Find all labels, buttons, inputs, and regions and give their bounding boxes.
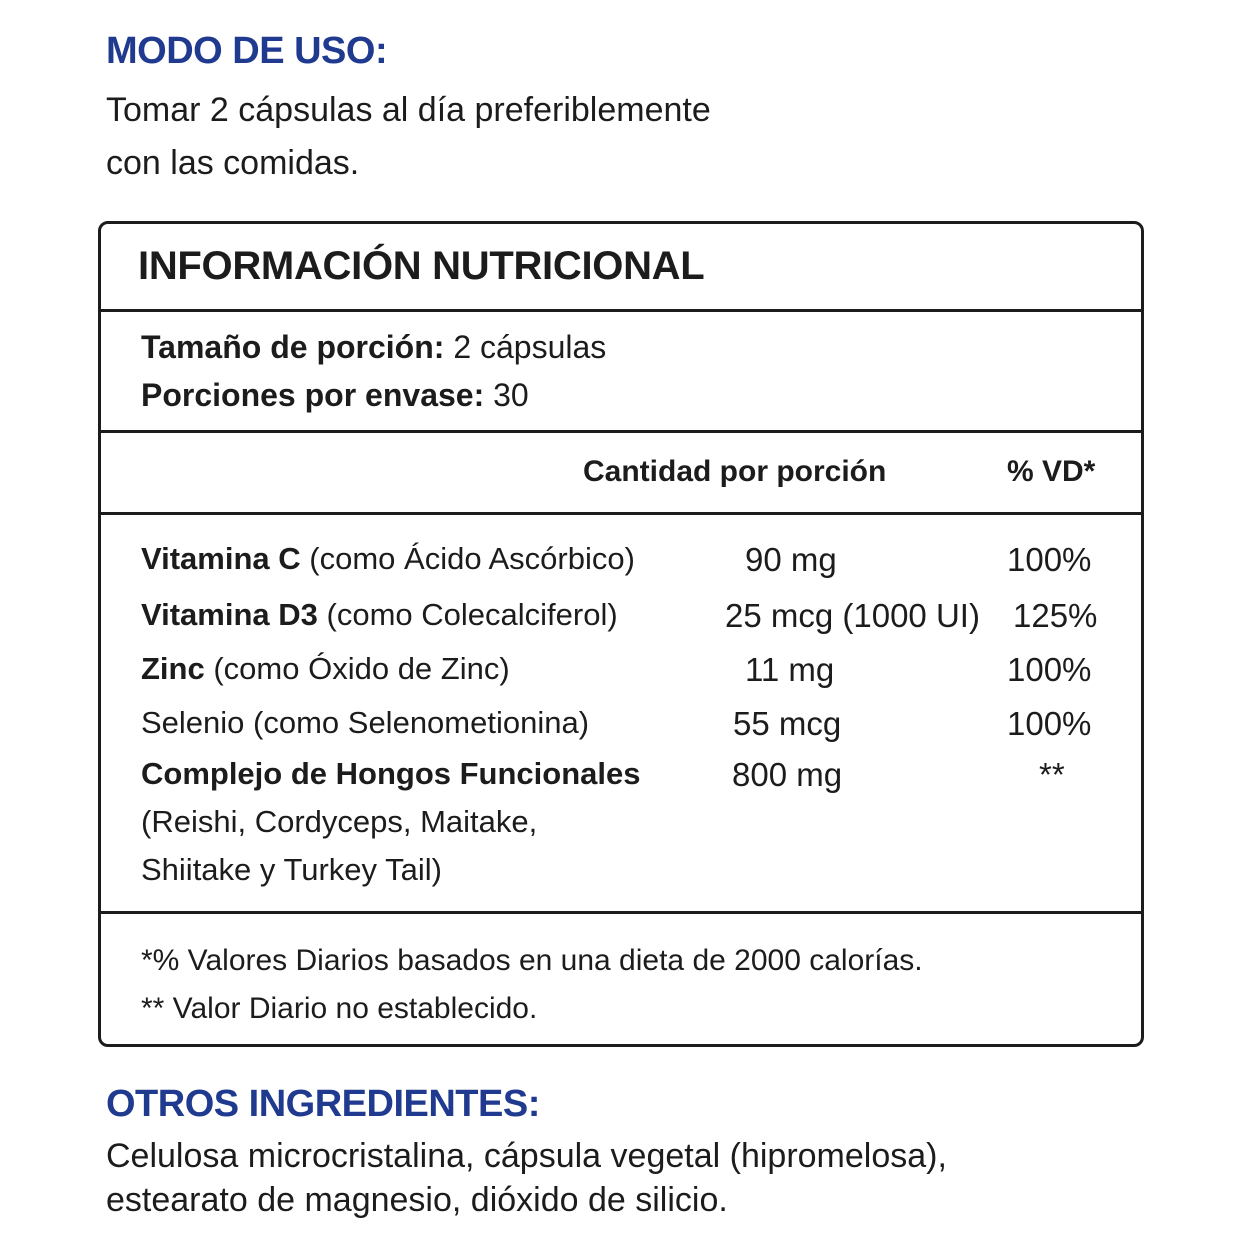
nutrient-detail: (como Colecalciferol) [326, 597, 618, 632]
serving-size-value: 2 cápsulas [453, 329, 607, 365]
column-header-dv: % VD* [1007, 455, 1096, 488]
usage-heading: MODO DE USO: [106, 30, 388, 72]
serving-size [141, 329, 606, 366]
footnote-dv: *% Valores Diarios basados en una dieta de 2000 calorías. [141, 944, 923, 977]
usage-text [106, 84, 711, 190]
nutrient-detail: (como Óxido de Zinc) [213, 651, 510, 686]
divider [101, 430, 1141, 433]
nutrient-detail: (como Ácido Ascórbico) [309, 541, 635, 576]
other-ingredients-heading: OTROS INGREDIENTES: [106, 1083, 540, 1125]
nutrient-dv: 100% [1007, 541, 1092, 578]
divider [101, 911, 1141, 914]
nutrient-subline: Shiitake y Turkey Tail) [141, 852, 442, 887]
nutrient-amount: 55 mcg [733, 705, 842, 742]
nutrient-name-bold: Complejo de Hongos Funcionales [141, 756, 641, 791]
nutrient-amount: 11 mg [745, 651, 835, 688]
servings-per-container [141, 377, 529, 414]
nutrient-subline: (Reishi, Cordyceps, Maitake, [141, 804, 538, 839]
nutrition-title: INFORMACIÓN NUTRICIONAL [138, 244, 705, 288]
nutrient-dv: 100% [1007, 705, 1092, 742]
usage-line-2: con las comidas. [106, 144, 360, 182]
nutrient-name [141, 756, 640, 792]
nutrient-name [141, 651, 510, 687]
nutrient-dv: 125% [1013, 597, 1098, 634]
servings-per-container-label: Porciones por envase: [141, 377, 485, 413]
other-ingredients-line-1: Celulosa microcristalina, cápsula vegetal (hipromelosa), [106, 1137, 947, 1175]
nutrient-amount: 90 mg [745, 541, 837, 578]
nutrient-dv: 100% [1007, 651, 1092, 688]
column-header-amount: Cantidad por porción [583, 455, 887, 488]
divider [101, 512, 1141, 515]
nutrient-name-bold: Vitamina D3 [141, 597, 318, 632]
nutrient-name [141, 597, 618, 633]
nutrient-amount: 800 mg [732, 756, 843, 793]
servings-per-container-value: 30 [493, 377, 529, 413]
divider [101, 309, 1141, 312]
other-ingredients-text [106, 1134, 947, 1222]
usage-line-1: Tomar 2 cápsulas al día preferiblemente [106, 91, 711, 129]
footnote-no-dv: ** Valor Diario no establecido. [141, 992, 538, 1025]
nutrient-name-bold: Zinc [141, 651, 205, 686]
nutrient-dv: ** [1039, 756, 1065, 793]
nutrient-name: Selenio (como Selenometionina) [141, 705, 590, 740]
serving-size-label: Tamaño de porción: [141, 329, 445, 365]
nutrition-facts-panel [98, 221, 1144, 1047]
nutrient-name-bold: Vitamina C [141, 541, 301, 576]
other-ingredients-line-2: estearato de magnesio, dióxido de silicio. [106, 1181, 728, 1219]
nutrient-amount: 25 mcg (1000 UI) [725, 597, 980, 634]
nutrient-name [141, 541, 635, 577]
